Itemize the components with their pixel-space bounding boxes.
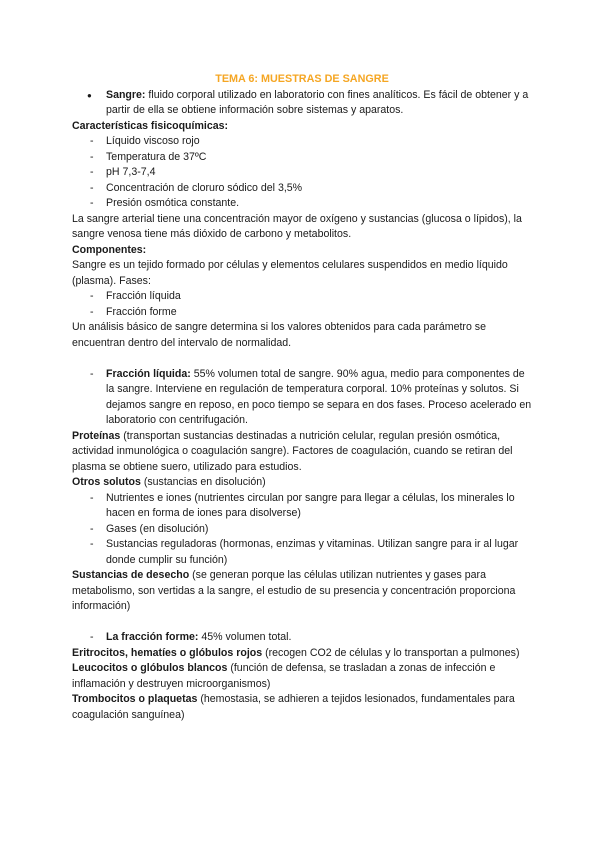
paragraph: Leucocitos o glóbulos blancos (función de defensa, se trasladan a zonas de infección e inflamación y destruyen microorganismos): [72, 662, 496, 690]
list-item: - Líquido viscoso rojo: [72, 134, 532, 150]
list-item: - Nutrientes e iones (nutrientes circulan por sangre para llegar a células, los minerales lo hacen en forma de iones para disolverse): [72, 491, 532, 522]
paragraph: Proteínas (transportan sustancias destinadas a nutrición celular, regulan presión osmótica, actividad inmunológica o coagulación sangre). Factores de coagulación, cuando se retiran del plasma se obtiene suero, utilizado para estudios.: [72, 429, 513, 473]
page-title: TEMA 6: MUESTRAS DE SANGRE: [215, 73, 389, 85]
document-page: [72, 72, 532, 723]
intro-list: [72, 88, 532, 119]
list-item: - Fracción líquida: [72, 289, 532, 305]
paragraph: Sangre es un tejido formado por células y elementos celulares suspendidos en medio líquido (plasma). Fases:: [72, 259, 508, 287]
list-item: - pH 7,3-7,4: [72, 165, 532, 181]
section-heading: Componentes:: [72, 243, 147, 256]
paragraph: La sangre arterial tiene una concentración mayor de oxígeno y sustancias (glucosa o lípidos), la sangre venosa tiene más dióxido de carbono y metabolitos.: [72, 212, 522, 240]
paragraph: Trombocitos o plaquetas (hemostasia, se adhieren a tejidos lesionados, fundamentales para coagulación sanguínea): [72, 693, 515, 721]
list-item: - Gases (en disolución): [72, 522, 532, 538]
paragraph: Sustancias de desecho (se generan porque las células utilizan nutrientes y gases para metabolismo, son vertidas a la sangre, el estudio de su presencia y concentración proporciona información): [72, 569, 516, 612]
list-item: - Fracción líquida: 55% volumen total de sangre. 90% agua, medio para componentes de la sangre. Interviene en regulación de temperatura corporal. 10% proteínas y solutos. Si dejamos sangre en reposo, en poco tiempo se separa en dos fases. Proceso acelerado en laboratorio con centrifugación.: [72, 367, 532, 429]
phases-list: [72, 289, 532, 320]
liquid-fraction-list: [72, 367, 532, 429]
list-item: - Sustancias reguladoras (hormonas, enzimas y vitaminas. Utilizan sangre para ir al lugar donde cumplir su función): [72, 537, 532, 568]
term: Sangre:: [106, 88, 146, 101]
list-item: ● Sangre: fluido corporal utilizado en laboratorio con fines analíticos. Es fácil de obtener y a partir de ella se obtiene información sobre sistemas y aparatos.: [72, 88, 532, 119]
list-item: - Temperatura de 37ºC: [72, 150, 532, 166]
solutes-list: [72, 491, 532, 569]
formed-fraction-list: [72, 630, 532, 646]
list-item: - La fracción forme: 45% volumen total.: [72, 630, 532, 646]
list-item: - Concentración de cloruro sódico del 3,5%: [72, 181, 532, 197]
paragraph: Otros solutos (sustancias en disolución): [72, 476, 266, 488]
paragraph: Un análisis básico de sangre determina si los valores obtenidos para cada parámetro se encuentran dentro del intervalo de normalidad.: [72, 321, 486, 349]
list-item: - Fracción forme: [72, 305, 532, 321]
characteristics-list: [72, 134, 532, 212]
list-item: - Presión osmótica constante.: [72, 196, 532, 212]
paragraph: Eritrocitos, hematíes o glóbulos rojos (recogen CO2 de células y lo transportan a pulmones): [72, 646, 520, 659]
section-heading: Características fisicoquímicas:: [72, 119, 229, 132]
